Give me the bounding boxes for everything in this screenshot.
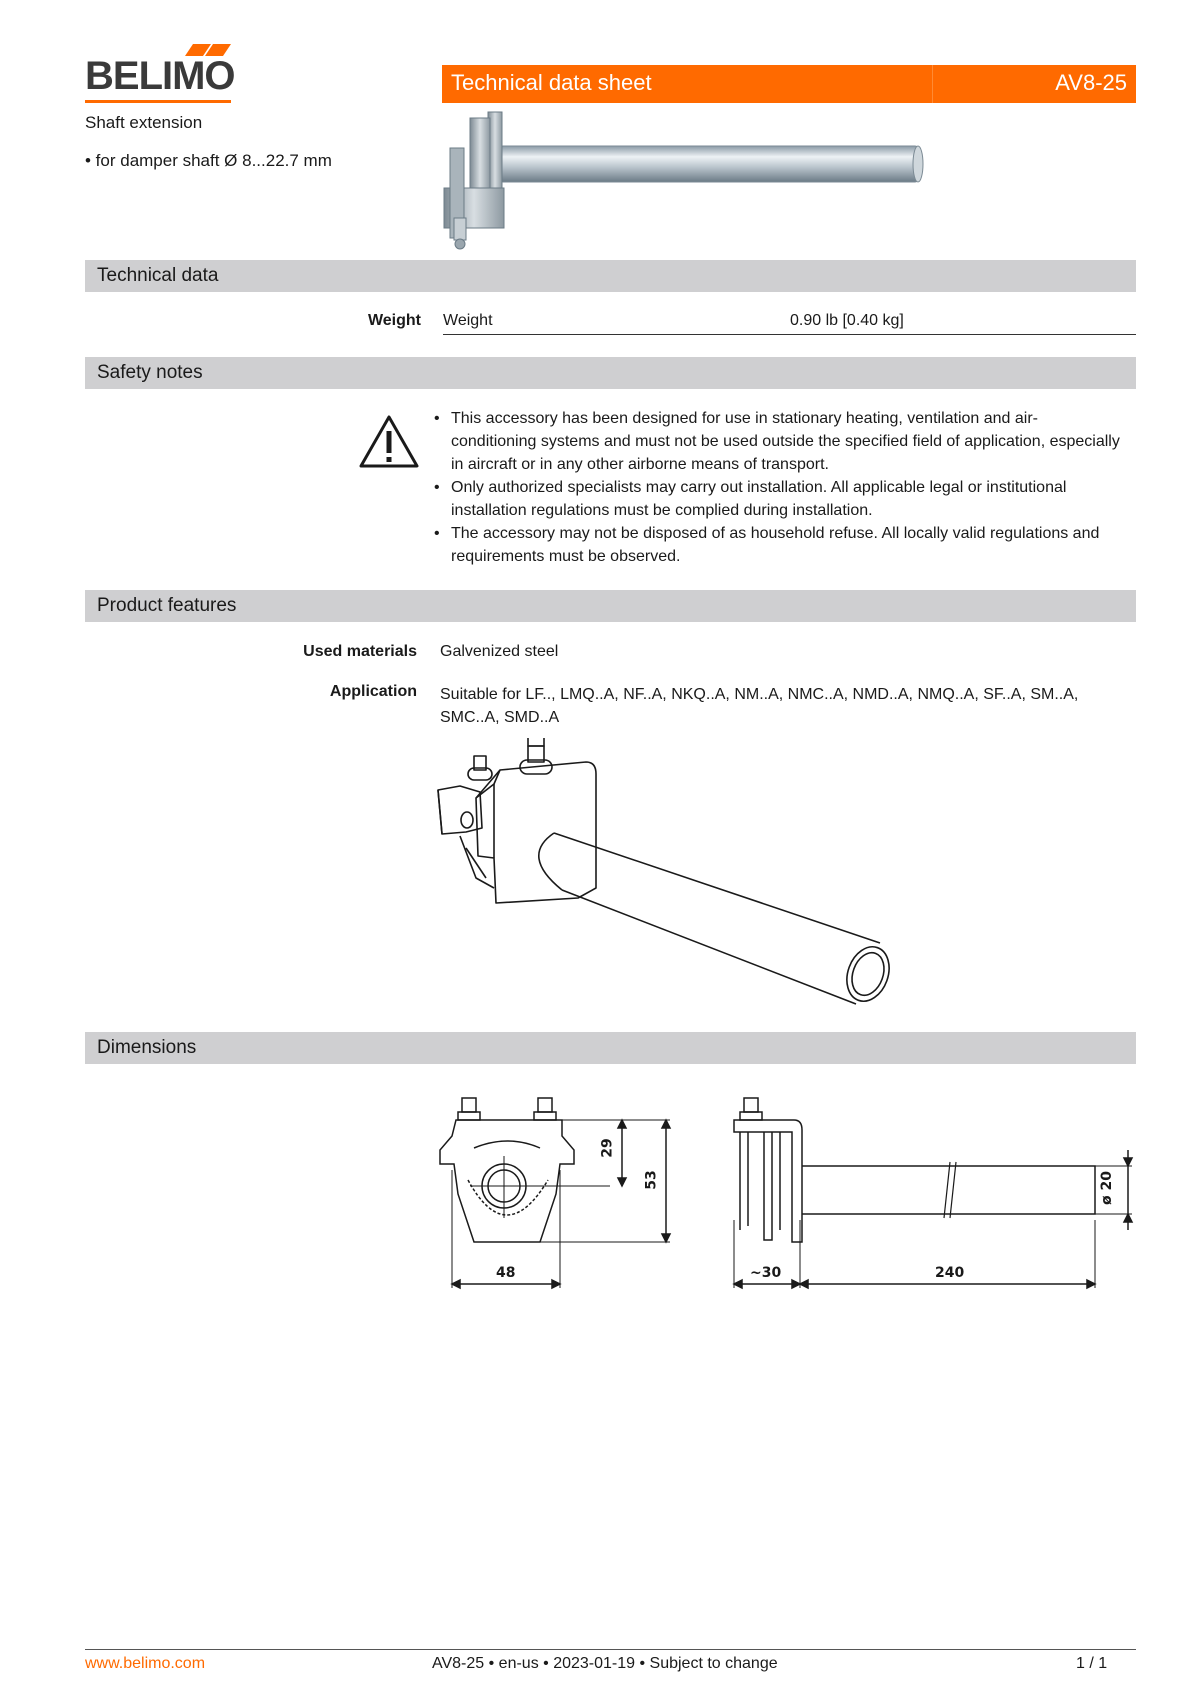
safety-note-item: • This accessory has been designed for use in stationary heating, ventilation and air-conditioning systems and must not be used outside the specified field of application, especially in aircraft or in any other airborne means of transport. [432, 407, 1122, 476]
materials-value: Galvenized steel [440, 643, 559, 660]
weight-row-value: 0.90 lb [0.40 kg] [790, 312, 904, 329]
section-dimensions [85, 1032, 1136, 1064]
product-shaft-range: • for damper shaft Ø 8...22.7 mm [85, 151, 332, 170]
application-value: Suitable for LF.., LMQ..A, NF..A, NKQ..A, NM..A, NMC..A, NMD..A, NMQ..A, SF..A, SM..A, SMC..A, SMD..A [440, 686, 1079, 726]
model-number: AV8-25 [1055, 70, 1127, 95]
dim-53-label: 53 [643, 1170, 660, 1190]
dim-20-label: ø 20 [1098, 1171, 1115, 1205]
title-bar [442, 65, 1136, 103]
dimension-drawing-front [430, 1090, 690, 1300]
section-safety-notes [85, 357, 1136, 389]
footer-doc-info: AV8-25 • en-us • 2023-01-19 • Subject to change [432, 1655, 778, 1672]
page-title: Technical data sheet [451, 70, 652, 95]
product-photo [440, 108, 980, 253]
dim-240-label: 240 [935, 1265, 965, 1281]
materials-label: Used materials [303, 643, 417, 660]
safety-note-item: • Only authorized specialists may carry out installation. All applicable legal or institutional installation regulations must be complied during installation. [432, 476, 1122, 522]
dimension-drawing-side [720, 1090, 1140, 1300]
section-product-features [85, 590, 1136, 622]
logo-text: BELIMO [85, 54, 235, 98]
product-line-drawing [436, 738, 906, 1013]
section-technical-data [85, 260, 1136, 292]
footer-page-number: 1 / 1 [1076, 1655, 1108, 1672]
section-title: Dimensions [97, 1037, 197, 1058]
dim-30-label: ~30 [750, 1265, 782, 1281]
row-divider [443, 334, 1136, 335]
section-title: Product features [97, 595, 237, 616]
belimo-logo [85, 44, 235, 104]
title-divider [932, 65, 933, 103]
footer-website-link[interactable]: www.belimo.com [85, 1655, 206, 1672]
dim-48-label: 48 [496, 1265, 516, 1281]
application-label: Application [329, 683, 417, 700]
product-name: Shaft extension [85, 113, 203, 132]
weight-row-label: Weight [443, 312, 493, 329]
dim-29-label: 29 [599, 1138, 616, 1158]
weight-group-label: Weight [367, 312, 421, 329]
section-title: Safety notes [97, 362, 203, 383]
section-title: Technical data [97, 265, 219, 286]
safety-note-item: • The accessory may not be disposed of as household refuse. All locally valid regulations and requirements must be observed. [432, 522, 1122, 568]
safety-notes-list [432, 407, 1122, 568]
warning-triangle-icon [358, 414, 420, 470]
footer-divider [85, 1649, 1136, 1650]
